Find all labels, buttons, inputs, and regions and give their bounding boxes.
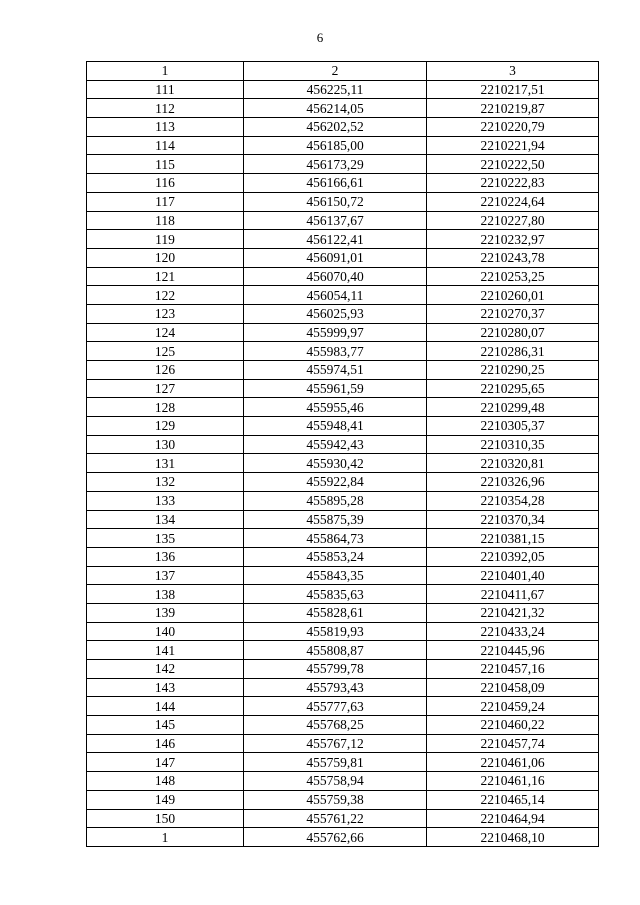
point-number-cell: 128: [87, 398, 244, 417]
point-number-cell: 150: [87, 809, 244, 828]
x-coordinate-cell: 455799,78: [244, 660, 427, 679]
y-coordinate-cell: 2210465,14: [427, 790, 599, 809]
x-coordinate-cell: 456091,01: [244, 248, 427, 267]
table-row: [87, 809, 599, 828]
y-coordinate-cell: 2210445,96: [427, 641, 599, 660]
y-coordinate-cell: 2210243,78: [427, 248, 599, 267]
y-coordinate-cell: 2210310,35: [427, 435, 599, 454]
point-number-cell: 126: [87, 361, 244, 380]
y-coordinate-cell: 2210222,50: [427, 155, 599, 174]
table-row: [87, 772, 599, 791]
x-coordinate-cell: 456185,00: [244, 136, 427, 155]
y-coordinate-cell: 2210381,15: [427, 529, 599, 548]
table-row: [87, 697, 599, 716]
x-coordinate-cell: 456202,52: [244, 118, 427, 137]
x-coordinate-cell: 455948,41: [244, 417, 427, 436]
point-number-cell: 115: [87, 155, 244, 174]
point-number-cell: 111: [87, 80, 244, 99]
page-number: 6: [316, 30, 324, 45]
table-row: [87, 753, 599, 772]
table-row: [87, 80, 599, 99]
table-row: [87, 267, 599, 286]
y-coordinate-cell: 2210270,37: [427, 304, 599, 323]
point-number-cell: 121: [87, 267, 244, 286]
table-row: [87, 248, 599, 267]
point-number-cell: 149: [87, 790, 244, 809]
table-row: [87, 211, 599, 230]
table-row: [87, 342, 599, 361]
point-number-cell: 120: [87, 248, 244, 267]
point-number-cell: 137: [87, 566, 244, 585]
table-row: [87, 660, 599, 679]
y-coordinate-cell: 2210461,16: [427, 772, 599, 791]
y-coordinate-cell: 2210222,83: [427, 174, 599, 193]
x-coordinate-cell: 456214,05: [244, 99, 427, 118]
y-coordinate-cell: 2210286,31: [427, 342, 599, 361]
x-coordinate-cell: 455875,39: [244, 510, 427, 529]
x-coordinate-cell: 456025,93: [244, 304, 427, 323]
table-header: [87, 62, 599, 81]
point-number-cell: 118: [87, 211, 244, 230]
header-cell-y: 3: [427, 62, 599, 81]
x-coordinate-cell: 455777,63: [244, 697, 427, 716]
header-cell-point: 1: [87, 62, 244, 81]
table-row: [87, 361, 599, 380]
x-coordinate-cell: 455819,93: [244, 622, 427, 641]
x-coordinate-cell: 455835,63: [244, 585, 427, 604]
point-number-cell: 142: [87, 660, 244, 679]
point-number-cell: 141: [87, 641, 244, 660]
table-row: [87, 473, 599, 492]
y-coordinate-cell: 2210295,65: [427, 379, 599, 398]
x-coordinate-cell: 455758,94: [244, 772, 427, 791]
y-coordinate-cell: 2210326,96: [427, 473, 599, 492]
y-coordinate-cell: 2210392,05: [427, 547, 599, 566]
x-coordinate-cell: 455808,87: [244, 641, 427, 660]
point-number-cell: 127: [87, 379, 244, 398]
table-row: [87, 566, 599, 585]
point-number-cell: 129: [87, 417, 244, 436]
point-number-cell: 123: [87, 304, 244, 323]
table-row: [87, 603, 599, 622]
table-body: [87, 80, 599, 846]
point-number-cell: 122: [87, 286, 244, 305]
x-coordinate-cell: 455955,46: [244, 398, 427, 417]
point-number-cell: 125: [87, 342, 244, 361]
coordinates-table: [86, 61, 599, 847]
y-coordinate-cell: 2210232,97: [427, 230, 599, 249]
point-number-cell: 134: [87, 510, 244, 529]
x-coordinate-cell: 455843,35: [244, 566, 427, 585]
y-coordinate-cell: 2210411,67: [427, 585, 599, 604]
point-number-cell: 138: [87, 585, 244, 604]
x-coordinate-cell: 456054,11: [244, 286, 427, 305]
y-coordinate-cell: 2210354,28: [427, 491, 599, 510]
point-number-cell: 143: [87, 678, 244, 697]
y-coordinate-cell: 2210457,16: [427, 660, 599, 679]
table-row: [87, 435, 599, 454]
table-row: [87, 790, 599, 809]
x-coordinate-cell: 455767,12: [244, 734, 427, 753]
table-row: [87, 510, 599, 529]
table-row: [87, 622, 599, 641]
x-coordinate-cell: 455942,43: [244, 435, 427, 454]
point-number-cell: 144: [87, 697, 244, 716]
y-coordinate-cell: 2210217,51: [427, 80, 599, 99]
x-coordinate-cell: 455983,77: [244, 342, 427, 361]
point-number-cell: 130: [87, 435, 244, 454]
table-row: [87, 454, 599, 473]
point-number-cell: 147: [87, 753, 244, 772]
table-row: [87, 529, 599, 548]
x-coordinate-cell: 456070,40: [244, 267, 427, 286]
x-coordinate-cell: 455999,97: [244, 323, 427, 342]
point-number-cell: 124: [87, 323, 244, 342]
y-coordinate-cell: 2210260,01: [427, 286, 599, 305]
table-row: [87, 323, 599, 342]
y-coordinate-cell: 2210305,37: [427, 417, 599, 436]
point-number-cell: 136: [87, 547, 244, 566]
y-coordinate-cell: 2210280,07: [427, 323, 599, 342]
x-coordinate-cell: 455828,61: [244, 603, 427, 622]
y-coordinate-cell: 2210290,25: [427, 361, 599, 380]
x-coordinate-cell: 455930,42: [244, 454, 427, 473]
x-coordinate-cell: 456166,61: [244, 174, 427, 193]
point-number-cell: 140: [87, 622, 244, 641]
header-cell-x: 2: [244, 62, 427, 81]
point-number-cell: 132: [87, 473, 244, 492]
table-row: [87, 174, 599, 193]
y-coordinate-cell: 2210253,25: [427, 267, 599, 286]
y-coordinate-cell: 2210227,80: [427, 211, 599, 230]
table-row: [87, 286, 599, 305]
point-number-cell: 139: [87, 603, 244, 622]
table-row: [87, 398, 599, 417]
x-coordinate-cell: 455768,25: [244, 716, 427, 735]
y-coordinate-cell: 2210370,34: [427, 510, 599, 529]
y-coordinate-cell: 2210460,22: [427, 716, 599, 735]
x-coordinate-cell: 455759,81: [244, 753, 427, 772]
table-row: [87, 734, 599, 753]
x-coordinate-cell: 456137,67: [244, 211, 427, 230]
table-row: [87, 304, 599, 323]
y-coordinate-cell: 2210459,24: [427, 697, 599, 716]
table-row: [87, 585, 599, 604]
x-coordinate-cell: 456225,11: [244, 80, 427, 99]
y-coordinate-cell: 2210464,94: [427, 809, 599, 828]
x-coordinate-cell: 455922,84: [244, 473, 427, 492]
table-row: [87, 716, 599, 735]
point-number-cell: 113: [87, 118, 244, 137]
point-number-cell: 135: [87, 529, 244, 548]
x-coordinate-cell: 455961,59: [244, 379, 427, 398]
y-coordinate-cell: 2210421,32: [427, 603, 599, 622]
table-row: [87, 491, 599, 510]
table-row: [87, 678, 599, 697]
table-row: [87, 417, 599, 436]
x-coordinate-cell: 455864,73: [244, 529, 427, 548]
point-number-cell: 145: [87, 716, 244, 735]
y-coordinate-cell: 2210299,48: [427, 398, 599, 417]
y-coordinate-cell: 2210461,06: [427, 753, 599, 772]
point-number-cell: 116: [87, 174, 244, 193]
table-row: [87, 828, 599, 847]
table-row: [87, 641, 599, 660]
header-row: [87, 62, 599, 81]
point-number-cell: 148: [87, 772, 244, 791]
y-coordinate-cell: 2210320,81: [427, 454, 599, 473]
table-row: [87, 155, 599, 174]
point-number-cell: 119: [87, 230, 244, 249]
y-coordinate-cell: 2210219,87: [427, 99, 599, 118]
point-number-cell: 114: [87, 136, 244, 155]
x-coordinate-cell: 456150,72: [244, 192, 427, 211]
table-row: [87, 230, 599, 249]
y-coordinate-cell: 2210401,40: [427, 566, 599, 585]
table-row: [87, 192, 599, 211]
y-coordinate-cell: 2210220,79: [427, 118, 599, 137]
point-number-cell: 1: [87, 828, 244, 847]
x-coordinate-cell: 455895,28: [244, 491, 427, 510]
x-coordinate-cell: 455853,24: [244, 547, 427, 566]
y-coordinate-cell: 2210457,74: [427, 734, 599, 753]
point-number-cell: 112: [87, 99, 244, 118]
x-coordinate-cell: 455974,51: [244, 361, 427, 380]
x-coordinate-cell: 455761,22: [244, 809, 427, 828]
table-row: [87, 99, 599, 118]
point-number-cell: 117: [87, 192, 244, 211]
x-coordinate-cell: 456173,29: [244, 155, 427, 174]
point-number-cell: 133: [87, 491, 244, 510]
x-coordinate-cell: 455793,43: [244, 678, 427, 697]
point-number-cell: 146: [87, 734, 244, 753]
x-coordinate-cell: 455759,38: [244, 790, 427, 809]
y-coordinate-cell: 2210221,94: [427, 136, 599, 155]
x-coordinate-cell: 456122,41: [244, 230, 427, 249]
y-coordinate-cell: 2210458,09: [427, 678, 599, 697]
y-coordinate-cell: 2210433,24: [427, 622, 599, 641]
point-number-cell: 131: [87, 454, 244, 473]
y-coordinate-cell: 2210224,64: [427, 192, 599, 211]
table-row: [87, 136, 599, 155]
table-row: [87, 379, 599, 398]
table-row: [87, 118, 599, 137]
table-row: [87, 547, 599, 566]
y-coordinate-cell: 2210468,10: [427, 828, 599, 847]
x-coordinate-cell: 455762,66: [244, 828, 427, 847]
